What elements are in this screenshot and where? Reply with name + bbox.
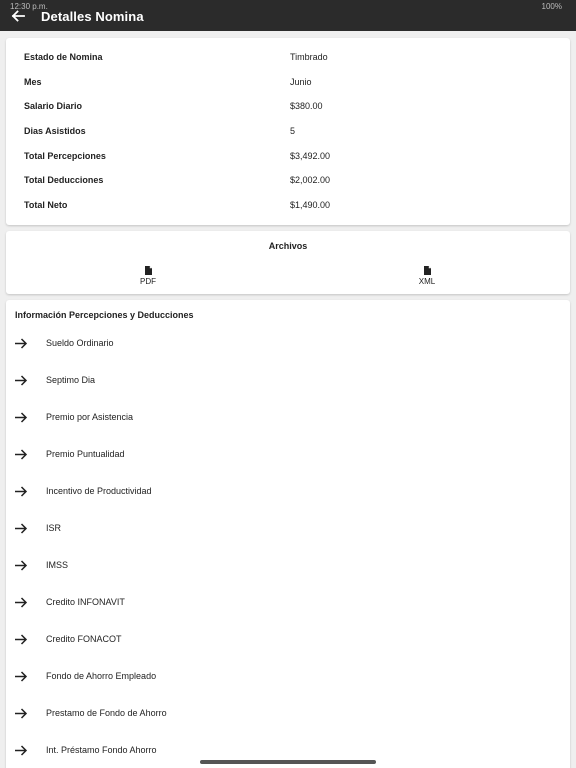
list-item-label: ISR <box>46 523 62 533</box>
summary-row-salario-diario <box>6 96 570 116</box>
list-item-label: Premio por Asistencia <box>46 412 134 422</box>
summary-value: $2,002.00 <box>290 175 331 185</box>
summary-row-estado <box>6 47 570 67</box>
app-bar <box>0 0 576 31</box>
arrow-right-icon <box>14 374 28 387</box>
list-item[interactable] <box>6 510 570 547</box>
list-item-label: Fondo de Ahorro Empleado <box>46 671 157 681</box>
list-item-label: Premio Puntualidad <box>46 449 125 459</box>
list-item-label: Prestamo de Fondo de Ahorro <box>46 708 167 718</box>
summary-row-total-percepciones <box>6 146 570 166</box>
list-item[interactable] <box>6 584 570 621</box>
list-item-label: IMSS <box>46 560 69 570</box>
list-item-label: Credito INFONAVIT <box>46 597 125 607</box>
section-title: Información Percepciones y Deducciones <box>15 310 194 320</box>
arrow-right-icon <box>14 670 28 683</box>
arrow-right-icon <box>14 559 28 572</box>
document-icon <box>424 266 431 275</box>
status-time: 12:30 p.m. <box>10 2 48 11</box>
list-item[interactable] <box>6 621 570 658</box>
arrow-right-icon <box>14 744 28 757</box>
summary-value: Timbrado <box>290 52 328 62</box>
home-indicator <box>200 760 376 764</box>
arrow-right-icon <box>14 337 28 350</box>
pdf-download-button[interactable] <box>118 266 178 288</box>
summary-value: $1,490.00 <box>290 200 331 210</box>
list-item-label: Septimo Dia <box>46 375 96 385</box>
list-item[interactable] <box>6 658 570 695</box>
summary-label: Dias Asistidos <box>24 126 86 136</box>
page-title: Detalles Nomina <box>41 9 144 24</box>
summary-label: Total Percepciones <box>24 151 106 161</box>
summary-label: Mes <box>24 77 42 87</box>
summary-row-mes <box>6 72 570 92</box>
list-item-label: Incentivo de Productividad <box>46 486 152 496</box>
back-arrow-icon[interactable] <box>10 8 26 24</box>
arrow-right-icon <box>14 596 28 609</box>
list-item[interactable] <box>6 436 570 473</box>
files-card <box>6 231 570 294</box>
document-icon <box>145 266 152 275</box>
summary-value: $380.00 <box>290 101 323 111</box>
summary-row-dias-asistidos <box>6 121 570 141</box>
arrow-right-icon <box>14 411 28 424</box>
arrow-right-icon <box>14 485 28 498</box>
summary-value: Junio <box>290 77 312 87</box>
list-item[interactable] <box>6 362 570 399</box>
summary-value: $3,492.00 <box>290 151 331 161</box>
arrow-right-icon <box>14 522 28 535</box>
summary-label: Salario Diario <box>24 101 83 111</box>
list-item[interactable] <box>6 325 570 362</box>
list-item[interactable] <box>6 473 570 510</box>
summary-label: Total Deducciones <box>24 175 104 185</box>
list-item[interactable] <box>6 399 570 436</box>
arrow-right-icon <box>14 633 28 646</box>
list-item[interactable] <box>6 695 570 732</box>
payroll-summary-card <box>6 38 570 225</box>
summary-row-total-neto <box>6 195 570 215</box>
list-item-label: Int. Préstamo Fondo Ahorro <box>46 745 157 755</box>
status-battery: 100% <box>541 2 562 11</box>
list-item[interactable] <box>6 547 570 584</box>
summary-label: Total Neto <box>24 200 68 210</box>
list-item-label: Sueldo Ordinario <box>46 338 114 348</box>
list-item-label: Credito FONACOT <box>46 634 122 644</box>
summary-row-total-deducciones <box>6 170 570 190</box>
pdf-label: PDF <box>140 277 156 286</box>
xml-download-button[interactable] <box>397 266 457 288</box>
files-title: Archivos <box>268 241 308 251</box>
summary-label: Estado de Nomina <box>24 52 103 62</box>
arrow-right-icon <box>14 707 28 720</box>
xml-label: XML <box>418 277 436 286</box>
perceptions-deductions-card <box>6 300 570 768</box>
arrow-right-icon <box>14 448 28 461</box>
summary-value: 5 <box>290 126 296 136</box>
